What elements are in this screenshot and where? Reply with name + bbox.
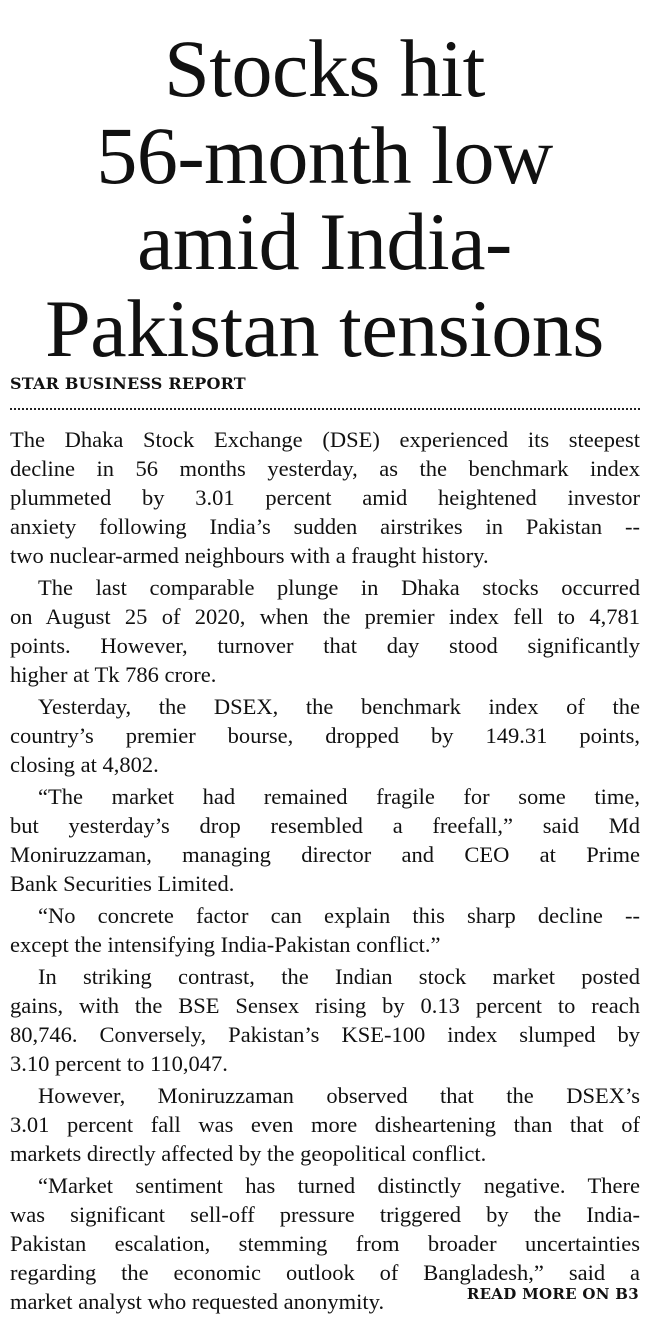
paragraph-line: market analyst who requested anonymity. <box>10 1289 385 1314</box>
paragraph-line: Moniruzzaman, managing director and CEO at Prime <box>10 842 640 867</box>
paragraph-line: except the intensifying India-Pakistan conflict.” <box>10 932 441 957</box>
headline-line: Pakistan tensions <box>45 282 604 374</box>
paragraph-line: Pakistan escalation, stemming from broader uncertainties <box>10 1231 640 1256</box>
paragraph-line: “The market had remained fragile for some time, <box>38 784 640 809</box>
article-paragraph <box>10 782 640 898</box>
byline: STAR BUSINESS REPORT <box>10 374 246 393</box>
paragraph-line: decline in 56 months yesterday, as the benchmark index <box>10 456 640 481</box>
continued-on-link[interactable]: READ MORE ON B3 <box>466 1285 639 1303</box>
paragraph-line: Yesterday, the DSEX, the benchmark index of the <box>38 694 640 719</box>
article-paragraph <box>10 573 640 689</box>
paragraph-line: two nuclear-armed neighbours with a fraught history. <box>10 543 489 568</box>
paragraph-line: However, Moniruzzaman observed that the DSEX’s <box>38 1083 640 1108</box>
paragraph-line: 3.10 percent to 110,047. <box>10 1051 228 1076</box>
paragraph-line: anxiety following India’s sudden airstrikes in Pakistan -- <box>10 514 640 539</box>
article-paragraph <box>10 692 640 779</box>
paragraph-line: 80,746. Conversely, Pakistan’s KSE-100 index slumped by <box>10 1022 640 1047</box>
paragraph-line: country’s premier bourse, dropped by 149.31 points, <box>10 723 640 748</box>
paragraph-line: 3.01 percent fall was even more disheartening than that of <box>10 1112 640 1137</box>
paragraph-line: markets directly affected by the geopolitical conflict. <box>10 1141 487 1166</box>
article-paragraph <box>10 962 640 1078</box>
article-paragraph <box>10 1081 640 1168</box>
article-body <box>10 425 640 1319</box>
headline-line: amid India- <box>137 196 512 287</box>
paragraph-line: plummeted by 3.01 percent amid heightened investor <box>10 485 640 510</box>
paragraph-line: higher at Tk 786 crore. <box>10 662 217 687</box>
paragraph-line: The last comparable plunge in Dhaka stocks occurred <box>38 575 640 600</box>
paragraph-line: gains, with the BSE Sensex rising by 0.13 percent to reach <box>10 993 640 1018</box>
paragraph-line: “Market sentiment has turned distinctly negative. There <box>38 1173 640 1198</box>
dotted-divider <box>10 408 640 410</box>
headline-line: Stocks hit <box>164 23 485 114</box>
article-headline <box>0 23 649 374</box>
paragraph-line: Bank Securities Limited. <box>10 871 235 896</box>
article-paragraph <box>10 425 640 570</box>
paragraph-line: was significant sell-off pressure triggered by the India- <box>10 1202 640 1227</box>
article-paragraph <box>10 901 640 959</box>
paragraph-line: In striking contrast, the Indian stock market posted <box>38 964 640 989</box>
headline-line: 56-month low <box>96 109 553 201</box>
paragraph-line: on August 25 of 2020, when the premier index fell to 4,781 <box>10 604 640 629</box>
paragraph-line: but yesterday’s drop resembled a freefall,” said Md <box>10 813 640 838</box>
paragraph-line: “No concrete factor can explain this sharp decline -- <box>38 903 640 928</box>
paragraph-line: points. However, turnover that day stood significantly <box>10 633 640 658</box>
paragraph-line: closing at 4,802. <box>10 752 159 777</box>
paragraph-line: The Dhaka Stock Exchange (DSE) experienced its steepest <box>10 427 640 452</box>
paragraph-line: regarding the economic outlook of Bangladesh,” said a <box>10 1260 640 1285</box>
